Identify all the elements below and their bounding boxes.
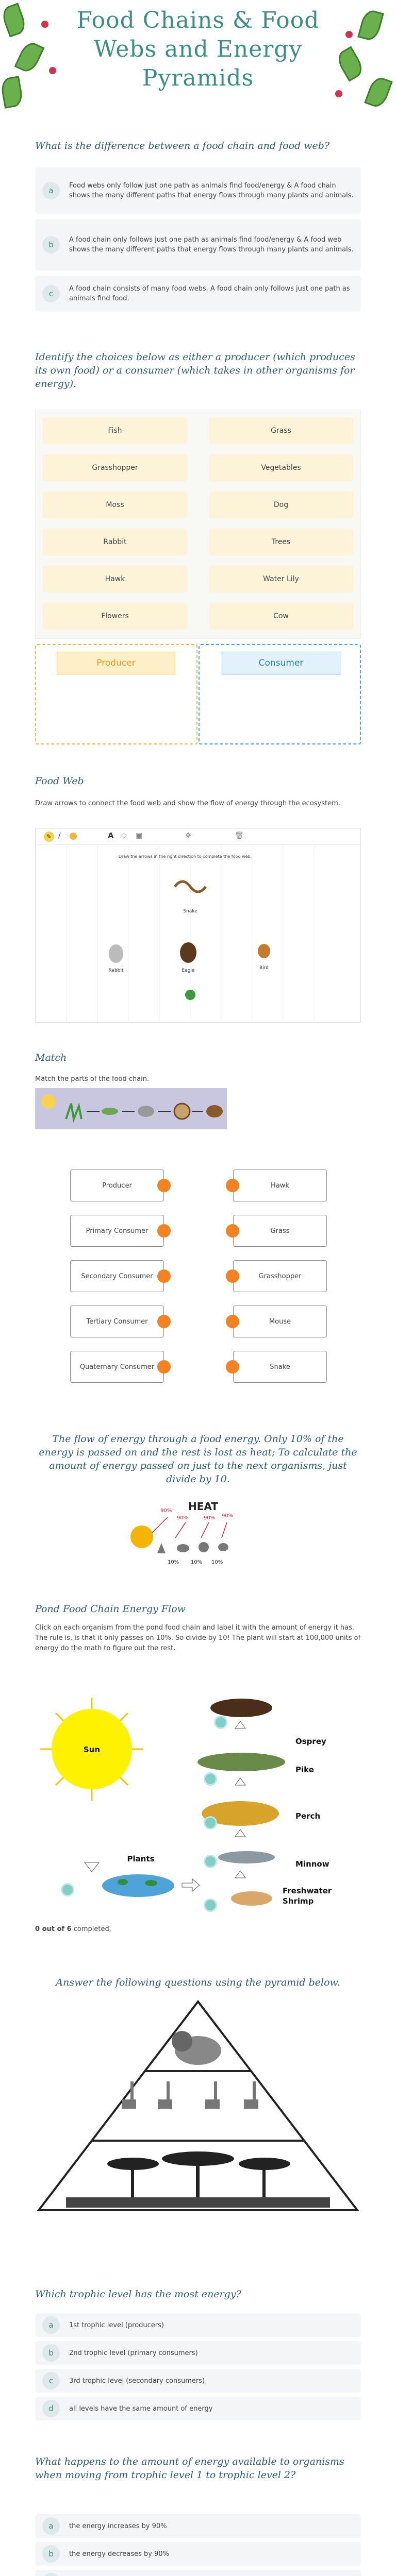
option-text: the energy increases by 90% (69, 2522, 167, 2530)
q7-option-a[interactable] (35, 2313, 361, 2337)
q8-option-a[interactable] (35, 2514, 361, 2538)
option-text: 1st trophic level (producers) (69, 2321, 164, 2329)
chip-rabbit[interactable]: Rabbit (43, 529, 187, 555)
pencil-icon[interactable]: ✎ (44, 832, 54, 842)
grasshopper-icon (102, 1108, 118, 1115)
producer-label: Producer (96, 658, 136, 668)
perch-label: Perch (295, 1811, 321, 1821)
snake-label: Snake (183, 909, 197, 914)
trash-icon[interactable]: 🗑 (235, 832, 244, 840)
match-right-hawk[interactable]: Hawk (233, 1170, 327, 1201)
bird-label: Bird (259, 965, 269, 971)
match-left-quaternary-consumer[interactable]: Quaternary Consumer (70, 1351, 164, 1383)
match-left-dot[interactable] (157, 1315, 171, 1328)
hotspot-perch[interactable] (204, 1816, 217, 1829)
q7-option-d[interactable] (35, 2397, 361, 2420)
option-badge: c (42, 2372, 60, 2389)
q7-option-c[interactable] (35, 2369, 361, 2393)
down-arrow-icon (85, 1862, 99, 1872)
chip-flowers[interactable]: Flowers (43, 603, 187, 630)
chip-cow[interactable]: Cow (209, 603, 353, 630)
shrimp-label-line1: Freshwater (283, 1886, 332, 1895)
question-3-desc: Draw arrows to connect the food web and show the flow of energy through the ecosystem. (35, 800, 340, 807)
chip-vegetables[interactable]: Vegetables (209, 454, 353, 481)
progress-count: 0 out of 6 (35, 1925, 72, 1933)
option-badge: b (42, 2344, 60, 2362)
minnow-icon (218, 1851, 275, 1863)
option-badge: c (42, 285, 60, 302)
heat-percent: 90% (204, 1515, 216, 1521)
hotspot-minnow[interactable] (204, 1855, 217, 1868)
transfer-percent: 10% (168, 1560, 179, 1565)
question-5-heading: Pond Food Chain Energy Flow (35, 1603, 186, 1615)
rabbit-icon (109, 944, 123, 963)
consumer-label: Consumer (258, 658, 304, 668)
option-badge: b (42, 2545, 60, 2563)
q1-option-a[interactable] (35, 167, 361, 214)
question-4-desc: Match the parts of the food chain. (35, 1075, 150, 1083)
option-badge: b (42, 236, 60, 253)
heat-percent: 90% (222, 1513, 234, 1519)
berry-decoration (41, 21, 48, 28)
question-5-desc: Click on each organism from the pond food chain and label it with the amount of energy it has. The rule is, is that it only passes on 10%. So divide by 10! The plant will start at 100,000 units of energy do the math to figure out the rest. (35, 1624, 361, 1652)
chip-moss[interactable]: Moss (43, 492, 187, 518)
text-icon[interactable]: A (108, 831, 114, 840)
move-icon[interactable]: ✥ (185, 832, 191, 840)
leaf-decoration (14, 40, 45, 75)
producer-ribbon (57, 652, 175, 674)
question-6-heading: Answer the following questions using the pyramid below. (56, 1977, 340, 1988)
bird-icon (258, 944, 270, 958)
rabbit-label: Rabbit (108, 968, 124, 973)
image-icon[interactable]: ▣ (136, 832, 143, 840)
consumer-ribbon (222, 652, 340, 674)
question-2-heading: Identify the choices below as either a producer (which produces its own food) or a consumer (which takes in other organisms for energy). (35, 351, 355, 389)
energy-pyramid-diagram (35, 1999, 361, 2215)
mouse-icon (138, 1106, 154, 1117)
match-right-grasshopper[interactable]: Grasshopper (233, 1260, 327, 1292)
chip-dog[interactable]: Dog (209, 492, 353, 518)
plants-label: Plants (127, 1854, 155, 1863)
progress-suffix: completed. (71, 1925, 111, 1933)
snake-coil-icon (174, 1104, 190, 1119)
q7-option-b[interactable] (35, 2341, 361, 2365)
shrimp-icon (231, 1891, 272, 1906)
line-icon[interactable]: / (58, 832, 61, 840)
leaf-decoration (0, 76, 24, 109)
heat-percent: 90% (177, 1515, 189, 1521)
hotspot-shrimp[interactable] (204, 1899, 217, 1912)
match-right-snake[interactable]: Snake (233, 1351, 327, 1383)
canvas-instruction: Draw the arrows in the right direction to complete the food web. (118, 854, 252, 859)
chip-trees[interactable]: Trees (209, 529, 353, 555)
match-left-primary-consumer[interactable]: Primary Consumer (70, 1215, 164, 1247)
option-text: 3rd trophic level (secondary consumers) (69, 2377, 205, 2385)
match-left-dot[interactable] (157, 1269, 171, 1283)
chip-water-lily[interactable]: Water Lily (209, 566, 353, 592)
sort-choices-box (35, 410, 361, 639)
drawing-canvas[interactable] (35, 828, 361, 1023)
q8-option-c[interactable] (35, 2570, 361, 2576)
option-text: 2nd trophic level (primary consumers) (69, 2349, 198, 2357)
match-left-secondary-consumer[interactable]: Secondary Consumer (70, 1260, 164, 1292)
leaf-decoration (0, 3, 28, 37)
eagle-icon (180, 942, 196, 963)
match-right-dot[interactable] (226, 1315, 239, 1328)
hawk-icon (206, 1105, 223, 1117)
match-left-dot[interactable] (157, 1179, 171, 1192)
food-chain-image (35, 1088, 227, 1129)
leaf-decoration (357, 8, 384, 42)
right-arrow-icon (182, 1879, 200, 1891)
option-badge: a (42, 2316, 60, 2334)
match-right-dot[interactable] (226, 1360, 239, 1374)
sun-icon (41, 1094, 56, 1109)
match-right-dot[interactable] (226, 1179, 239, 1192)
hotspot-osprey[interactable] (214, 1716, 227, 1729)
eagle-label: Eagle (182, 968, 195, 973)
heat-percent: 90% (160, 1508, 172, 1514)
highlighter-icon[interactable] (70, 833, 77, 840)
heat-label: HEAT (188, 1500, 218, 1513)
question-1-heading: What is the difference between a food chain and food web? (35, 140, 330, 151)
match-right-dot[interactable] (226, 1224, 239, 1238)
match-left-producer[interactable]: Producer (70, 1170, 164, 1201)
transfer-percent: 10% (191, 1560, 203, 1565)
option-badge: a (42, 2517, 60, 2535)
berry-decoration (345, 31, 353, 38)
chip-grasshopper[interactable]: Grasshopper (43, 454, 187, 481)
page-title: Food Chains & Food Webs and Energy Pyramids (76, 7, 320, 91)
chip-fish[interactable]: Fish (43, 417, 187, 444)
eraser-icon[interactable]: ◇ (121, 832, 127, 840)
option-text: the energy decreases by 90% (69, 2550, 169, 2558)
question-3-heading: Food Web (35, 775, 84, 787)
transfer-percent: 10% (211, 1560, 223, 1565)
shrimp-label-line2: Shrimp (283, 1896, 314, 1906)
sun-icon (130, 1526, 153, 1548)
pike-icon (197, 1753, 285, 1771)
q1-option-c[interactable] (35, 276, 361, 312)
option-badge: d (42, 2400, 60, 2417)
q1-option-b[interactable] (35, 219, 361, 270)
osprey-icon (210, 1699, 272, 1717)
hotspot-pike[interactable] (204, 1772, 217, 1786)
q8-option-b[interactable] (35, 2542, 361, 2566)
chip-hawk[interactable]: Hawk (43, 566, 187, 592)
osprey-label: Osprey (295, 1737, 326, 1746)
option-text: Food webs only follow just one path as animals find food/energy & A food chain shows the many different paths that energy flows through many plants and animals. (69, 182, 354, 199)
pike-label: Pike (295, 1765, 314, 1774)
energy-info-heading: The flow of energy through a food energy. Only 10% of the energy is passed on and the rest is lost as heat; To calculate the amount of energy passed on just to the next organisms, just divide by 10. (39, 1433, 357, 1485)
option-badge: a (42, 182, 60, 199)
energy-heat-diagram (126, 1497, 235, 1574)
progress-status (35, 1924, 361, 1935)
match-left-dot[interactable] (157, 1224, 171, 1238)
hotspot-plants[interactable] (61, 1883, 74, 1896)
match-right-dot[interactable] (226, 1269, 239, 1283)
sun-label: Sun (83, 1745, 101, 1754)
chip-grass[interactable]: Grass (209, 417, 353, 444)
match-right-mouse[interactable]: Mouse (233, 1306, 327, 1337)
option-text: A food chain consists of many food webs. A food chain only follows just one path as animals find food. (69, 285, 350, 302)
match-left-dot[interactable] (157, 1360, 171, 1374)
question-7-heading: Which trophic level has the most energy? (35, 2289, 241, 2300)
option-text: A food chain only follows just one path as animals find food/energy & A food web shows the many different paths that energy flows through many plants and animals. (69, 236, 354, 253)
leaf-decoration (364, 75, 393, 109)
minnow-label: Minnow (295, 1859, 329, 1869)
plant-icon (185, 990, 195, 1000)
option-text: all levels have the same amount of energy (69, 2404, 213, 2413)
match-right-grass[interactable]: Grass (233, 1215, 327, 1247)
berry-decoration (49, 67, 56, 74)
match-left-tertiary-consumer[interactable]: Tertiary Consumer (70, 1306, 164, 1337)
pond-plants-icon (102, 1874, 174, 1897)
question-4-heading: Match (35, 1052, 67, 1063)
pond-food-chain-diagram (35, 1682, 361, 1909)
drawing-toolbar (36, 828, 360, 845)
option-badge (42, 2573, 60, 2576)
question-8-heading: What happens to the amount of energy available to organisms when moving from trophic level 1 to trophic level 2? (35, 2456, 344, 2481)
worksheet-header (0, 0, 396, 111)
food-web-canvas-art (36, 845, 360, 1023)
